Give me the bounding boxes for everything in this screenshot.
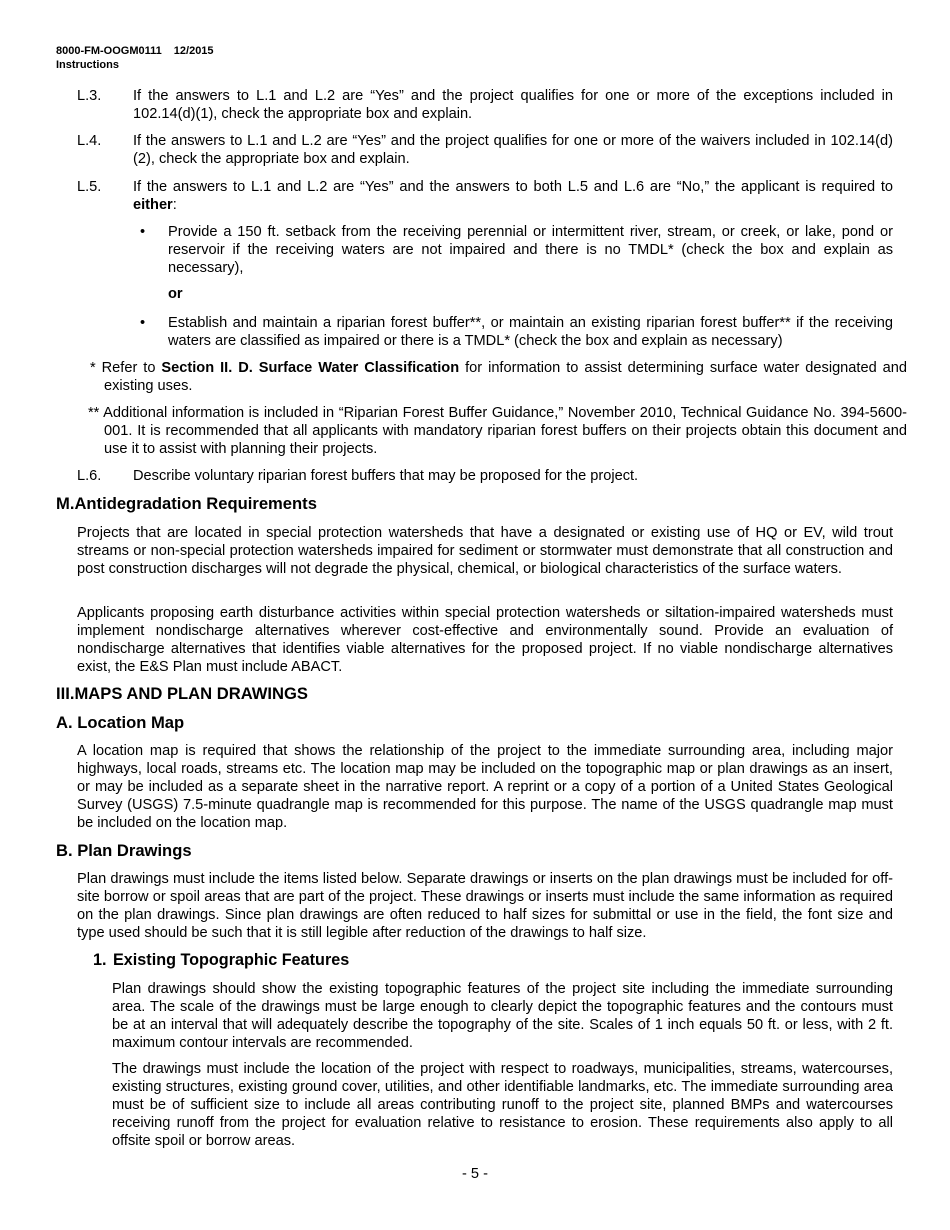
paragraph: A location map is required that shows the relationship of the project to the immediate surrounding area, including major highways, local roads, streams etc. The location map may be included on the topographic map or plan drawings as an insert, or may be included as a separate sheet in the narrative report. A reprint or a copy of a portion of a United States Geological Survey (USGS) 7.5-minute quadrangle map is recommended for this purpose. The name of the USGS quadrangle map must be included on the location map. [77, 743, 893, 831]
paragraph: The drawings must include the location of the project with respect to roadways, municipalities, streams, watercourses, existing structures, existing ground cover, utilities, and other identifiable landmarks, etc. The immediate surrounding area must be of sufficient size to include all areas contributing runoff to the project site, planned BMPs and watercourses receiving runoff from the project for evaluation relative to resistance to erosion. These requirements also apply to all offsite spoil or borrow areas. [112, 1061, 893, 1149]
heading-number: III. [56, 684, 75, 703]
heading-title: Existing Topographic Features [113, 951, 350, 969]
footnote-double-star: ** Additional information is included in “Riparian Forest Buffer Guidance,” November 2010, Technical Guidance No. 394-5600-001. It is recommended that all applicants with mandatory riparian forest buffers on their projects obtain this document and use it to assist with planning their projects. [88, 405, 907, 457]
item-number: L.6. [77, 468, 102, 484]
heading-number: M. [56, 494, 75, 513]
item-text [133, 178, 893, 214]
header-subtitle: Instructions [56, 59, 119, 71]
bullet-text: Establish and maintain a riparian forest buffer**, or maintain an existing riparian forest buffer** if the receiving waters are classified as impaired or there is a TMDL* (check the box and explain as necessary) [168, 315, 893, 349]
note-section-ref: Section II. D. Surface Water Classification [161, 360, 460, 376]
or-label: or [168, 286, 183, 302]
item-l3 [77, 87, 893, 123]
section-heading-a [56, 713, 184, 733]
item-l4 [77, 132, 893, 168]
item-text: If the answers to L.1 and L.2 are “Yes” and the project qualifies for one or more of the exceptions included in 102.14(d)(1), check the appropriate box and explain. [133, 88, 893, 122]
bullet-setback [140, 223, 893, 277]
item-text-part: If the answers to L.1 and L.2 are “Yes” and the answers to both L.5 and L.6 are “No,” the applicant is required to [133, 179, 893, 195]
heading-number: 1. [93, 951, 107, 969]
item-number: L.3. [77, 88, 102, 104]
item-text: Describe voluntary riparian forest buffers that may be proposed for the project. [133, 468, 639, 484]
heading-number: A. [56, 713, 73, 732]
section-heading-m [56, 494, 317, 514]
subsection-heading-1 [93, 950, 349, 970]
item-number: L.4. [77, 133, 102, 149]
section-heading-iii [56, 684, 308, 704]
item-text-emphasis: either [133, 197, 173, 213]
heading-title: MAPS AND PLAN DRAWINGS [74, 684, 308, 703]
paragraph: Applicants proposing earth disturbance activities within special protection watersheds or siltation-impaired watersheds must implement nondischarge alternatives wherever cost-effective and environmentally sound. Provide an evaluation of nondischarge alternatives that identifies viable alternatives for the proposed project. If no viable nondischarge alternatives exist, the E&S Plan must include ABACT. [77, 605, 893, 675]
paragraph: Projects that are located in special protection watersheds that have a designated or existing use of HQ or EV, wild trout streams or non-special protection watersheds impaired for sediment or stormwater must demonstrate that all construction and post construction discharges will not degrade the physical, chemical, or biological characteristics of the surface waters. [77, 525, 893, 577]
heading-number: B. [56, 841, 73, 860]
item-number: L.5. [77, 179, 102, 195]
bullet-dot-icon: • [140, 224, 146, 240]
note-suffix: for information to assist determining surface water designated and existing uses. [104, 360, 908, 394]
page-number: - 5 - [462, 1166, 488, 1182]
form-date: 12/2015 [173, 45, 214, 57]
form-id: 8000-FM-OOGM0111 [56, 45, 162, 57]
item-text: If the answers to L.1 and L.2 are “Yes” and the project qualifies for one or more of the waivers included in 102.14(d)(2), check the appropriate box and explain. [133, 133, 893, 167]
section-heading-b [56, 841, 192, 861]
heading-title: Location Map [77, 713, 185, 732]
footnote-single-star [90, 359, 907, 395]
paragraph: Plan drawings must include the items listed below. Separate drawings or inserts on the plan drawings must be included for off-site borrow or spoil areas that are part of the project. These drawings or inserts must include the same information as required on the plan drawings. Since plan drawings are often reduced to half sizes for submittal or use in the field, the font size and type used should be such that it is still legible after reduction of the drawings to half size. [77, 871, 893, 941]
heading-title: Antidegradation Requirements [74, 494, 317, 513]
note-prefix: * Refer to [90, 360, 162, 376]
bullet-text: Provide a 150 ft. setback from the receiving perennial or intermittent river, stream, or creek, or lake, pond or reservoir if the receiving waters are not impaired and there is no TMDL* (check the box and explain as necessary), [168, 224, 893, 276]
heading-title: Plan Drawings [77, 841, 192, 860]
bullet-dot-icon: • [140, 315, 146, 331]
page-header [56, 44, 214, 72]
paragraph: Plan drawings should show the existing topographic features of the project site including the immediate surrounding area. The scale of the drawings must be large enough to clearly depict the topographic features and the contours must be at an interval that will adequately describe the topography of the site. Scales of 1 inch equals 50 ft. or less, with 2 ft. maximum contour intervals are recommended. [112, 981, 893, 1051]
item-l5 [77, 178, 893, 214]
item-text-part: : [172, 197, 177, 213]
bullet-buffer [140, 314, 893, 350]
item-l6 [77, 467, 893, 485]
